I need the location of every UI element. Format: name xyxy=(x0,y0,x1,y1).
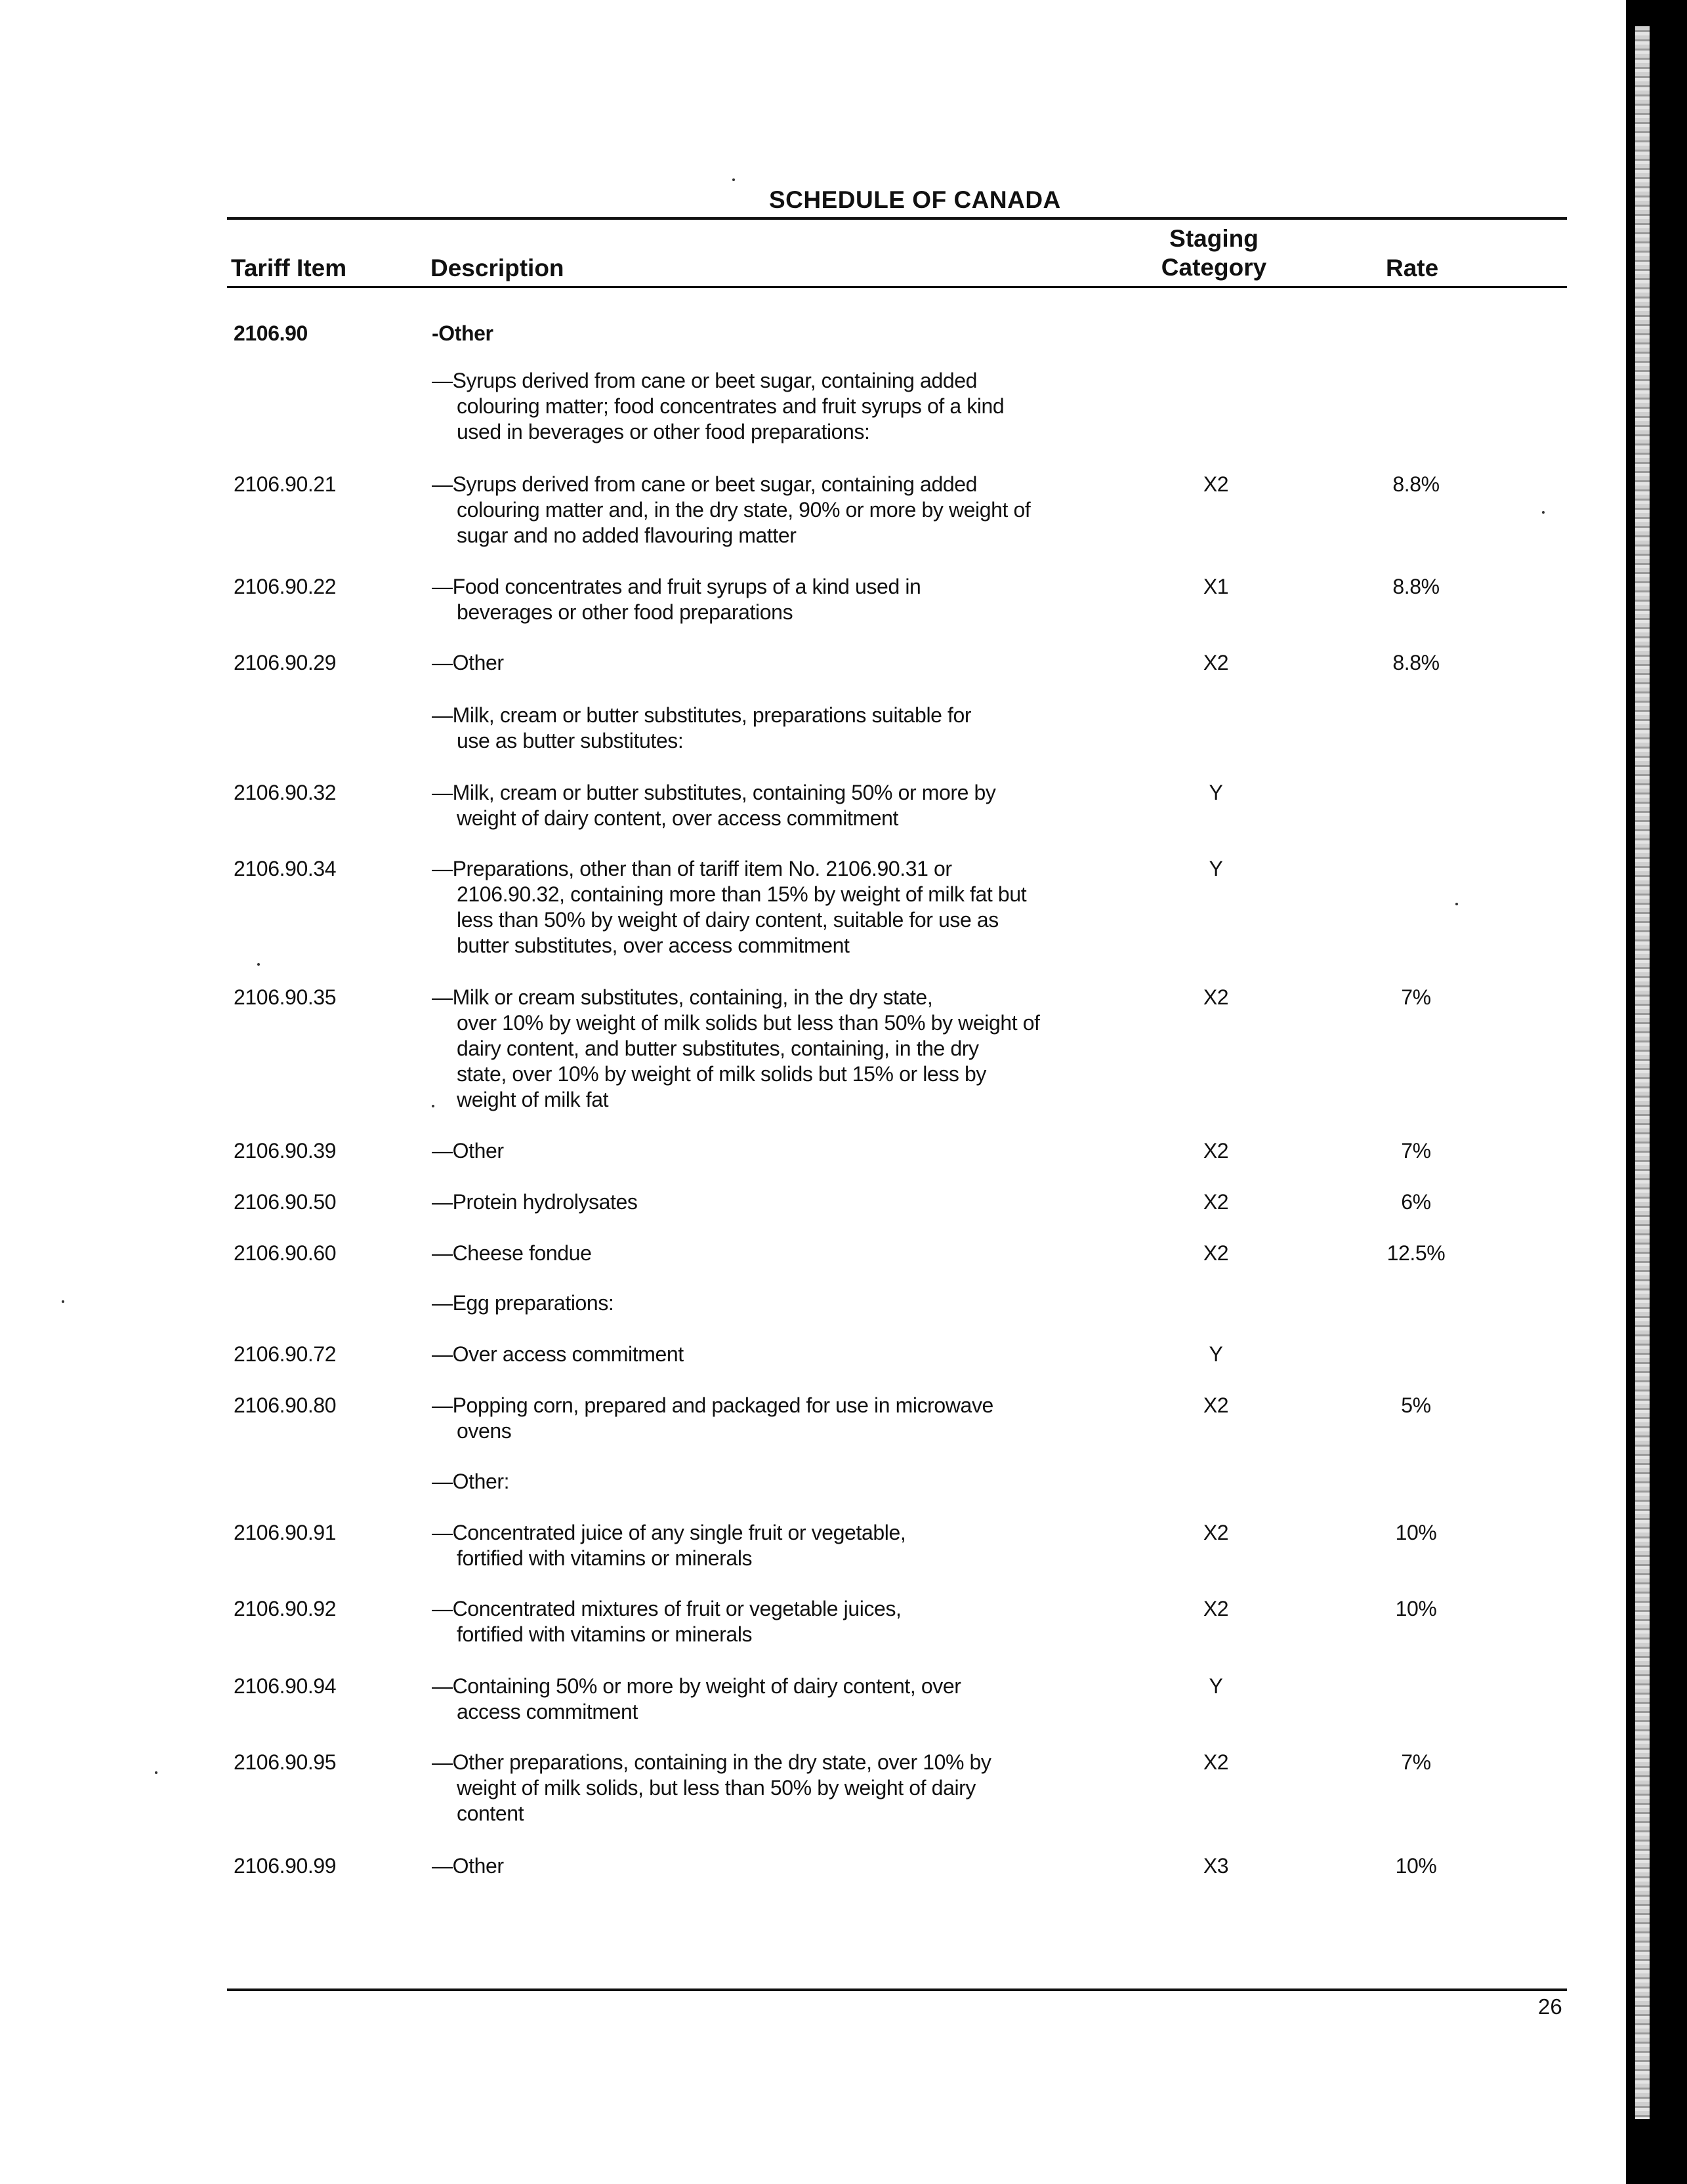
description-line: —Other xyxy=(432,1139,504,1163)
staging-category-cell: Y xyxy=(1209,1674,1223,1698)
scan-speck xyxy=(1542,511,1545,514)
description-cell xyxy=(432,780,1062,831)
tariff-item-code: 2106.90.80 xyxy=(234,1393,337,1417)
staging-category-cell: X3 xyxy=(1203,1854,1229,1878)
staging-category-cell: X2 xyxy=(1203,1750,1229,1774)
tariff-item-code: 2106.90.60 xyxy=(234,1241,337,1265)
description-line: colouring matter and, in the dry state, 90% or more by weight of xyxy=(457,498,1031,522)
description-line: —Concentrated mixtures of fruit or vegetable juices, xyxy=(432,1597,902,1620)
description-cell xyxy=(432,574,1062,625)
description-line: sugar and no added flavouring matter xyxy=(457,524,797,547)
staging-category-cell: X1 xyxy=(1203,575,1229,598)
description-line: use as butter substitutes: xyxy=(457,729,684,752)
rate-cell: 5% xyxy=(1401,1393,1431,1417)
tariff-item-code: 2106.90 xyxy=(234,321,308,345)
description-line: butter substitutes, over access commitment xyxy=(457,934,850,957)
staging-category-cell: X2 xyxy=(1203,1139,1229,1163)
description-cell xyxy=(432,368,1062,445)
description-cell xyxy=(432,1241,1062,1266)
description-cell xyxy=(432,1750,1062,1826)
tariff-item-code: 2106.90.21 xyxy=(234,472,337,496)
description-line: —Syrups derived from cane or beet sugar, containing added xyxy=(432,472,978,496)
description-cell xyxy=(432,1342,1062,1367)
scan-speck xyxy=(257,963,260,966)
staging-category-cell: Y xyxy=(1209,857,1223,880)
description-line: colouring matter; food concentrates and fruit syrups of a kind xyxy=(457,394,1005,418)
staging-category-cell: Y xyxy=(1209,1342,1223,1366)
description-line: —Other: xyxy=(432,1470,510,1493)
staging-category-cell: X2 xyxy=(1203,1393,1229,1417)
description-line: dairy content, and butter substitutes, containing, in the dry xyxy=(457,1037,979,1060)
page-number: 26 xyxy=(1538,1994,1562,2019)
description-cell xyxy=(432,472,1062,548)
document-title: SCHEDULE OF CANADA xyxy=(769,186,1061,213)
description-line: state, over 10% by weight of milk solids but 15% or less by xyxy=(457,1062,987,1086)
description-line: beverages or other food preparations xyxy=(457,600,793,624)
description-cell xyxy=(432,856,1062,958)
description-line: —Cheese fondue xyxy=(432,1241,592,1265)
scan-speck xyxy=(432,1105,434,1107)
description-cell xyxy=(432,1393,1062,1444)
description-line: fortified with vitamins or minerals xyxy=(457,1622,753,1646)
tariff-item-code: 2106.90.22 xyxy=(234,575,337,598)
tariff-item-code: 2106.90.34 xyxy=(234,857,337,880)
header-rule xyxy=(227,286,1567,288)
tariff-item-code: 2106.90.92 xyxy=(234,1597,337,1620)
description-cell xyxy=(432,1853,1062,1879)
rate-cell: 7% xyxy=(1401,1139,1431,1163)
bottom-rule xyxy=(227,1988,1567,1991)
tariff-item-code: 2106.90.29 xyxy=(234,651,337,674)
rate-cell: 8.8% xyxy=(1392,472,1440,496)
description-cell xyxy=(432,1674,1062,1725)
staging-category-cell: X2 xyxy=(1203,1190,1229,1214)
scan-edge-binding xyxy=(1635,26,1650,2119)
rate-cell: 10% xyxy=(1395,1854,1437,1878)
description-line: —Concentrated juice of any single fruit or vegetable, xyxy=(432,1521,906,1544)
description-line: —Other xyxy=(432,651,504,674)
top-rule xyxy=(227,217,1567,220)
description-line: —Milk or cream substitutes, containing, in the dry state, xyxy=(432,985,933,1009)
staging-category-cell: X2 xyxy=(1203,1521,1229,1544)
description-line: ovens xyxy=(457,1419,512,1443)
description-line: —Other xyxy=(432,1854,504,1878)
tariff-item-code: 2106.90.39 xyxy=(234,1139,337,1163)
staging-category-cell: X2 xyxy=(1203,1241,1229,1265)
description-cell xyxy=(432,1596,1062,1647)
description-line: —Containing 50% or more by weight of dairy content, over xyxy=(432,1674,961,1698)
scan-speck xyxy=(155,1771,157,1774)
description-line: weight of dairy content, over access commitment xyxy=(457,806,899,830)
description-cell xyxy=(432,1290,1062,1316)
description-cell xyxy=(432,703,1062,754)
tariff-item-code: 2106.90.99 xyxy=(234,1854,337,1878)
scan-speck xyxy=(732,178,735,181)
description-line: fortified with vitamins or minerals xyxy=(457,1546,753,1570)
description-line: —Milk, cream or butter substitutes, preparations suitable for xyxy=(432,703,972,727)
tariff-item-code: 2106.90.72 xyxy=(234,1342,337,1366)
column-header-staging-category xyxy=(1155,224,1273,282)
description-line: —Other preparations, containing in the dry state, over 10% by xyxy=(432,1750,991,1774)
description-line: —Milk, cream or butter substitutes, containing 50% or more by xyxy=(432,781,996,804)
tariff-item-code: 2106.90.94 xyxy=(234,1674,337,1698)
staging-category-cell: X2 xyxy=(1203,651,1229,674)
description-line: —Popping corn, prepared and packaged for use in microwave xyxy=(432,1393,993,1417)
rate-cell: 10% xyxy=(1395,1597,1437,1620)
staging-header-line-2: Category xyxy=(1161,254,1267,281)
tariff-item-code: 2106.90.32 xyxy=(234,781,337,804)
staging-header-line-1: Staging xyxy=(1169,225,1259,252)
column-header-description: Description xyxy=(430,255,564,281)
staging-category-cell: X2 xyxy=(1203,1597,1229,1620)
description-cell xyxy=(432,1520,1062,1571)
column-header-tariff-item: Tariff Item xyxy=(231,255,347,281)
description-cell xyxy=(432,1189,1062,1215)
rate-cell: 8.8% xyxy=(1392,575,1440,598)
description-line: —Food concentrates and fruit syrups of a kind used in xyxy=(432,575,921,598)
scan-speck xyxy=(1455,903,1458,905)
description-line: —Preparations, other than of tariff item No. 2106.90.31 or xyxy=(432,857,952,880)
description-line: over 10% by weight of milk solids but less than 50% by weight of xyxy=(457,1011,1040,1035)
description-line: access commitment xyxy=(457,1700,638,1723)
description-cell xyxy=(432,1138,1062,1164)
rate-cell: 10% xyxy=(1395,1521,1437,1544)
description-line: —Syrups derived from cane or beet sugar, containing added xyxy=(432,369,978,392)
rate-cell: 12.5% xyxy=(1386,1241,1446,1265)
description-line: used in beverages or other food preparations: xyxy=(457,420,870,443)
description-line: —Protein hydrolysates xyxy=(432,1190,638,1214)
tariff-item-code: 2106.90.91 xyxy=(234,1521,337,1544)
description-line: weight of milk solids, but less than 50% by weight of dairy xyxy=(457,1776,976,1800)
staging-category-cell: X2 xyxy=(1203,985,1229,1009)
staging-category-cell: Y xyxy=(1209,781,1223,804)
description-line: -Other xyxy=(432,321,493,345)
rate-cell: 6% xyxy=(1401,1190,1431,1214)
description-line: less than 50% by weight of dairy content, suitable for use as xyxy=(457,908,999,932)
rate-cell: 7% xyxy=(1401,1750,1431,1774)
rate-cell: 7% xyxy=(1401,985,1431,1009)
description-cell xyxy=(432,1469,1062,1494)
tariff-item-code: 2106.90.50 xyxy=(234,1190,337,1214)
description-cell xyxy=(432,985,1062,1113)
description-cell xyxy=(432,321,1062,346)
description-cell xyxy=(432,650,1062,676)
description-line: —Egg preparations: xyxy=(432,1291,614,1315)
description-line: content xyxy=(457,1802,524,1825)
tariff-item-code: 2106.90.95 xyxy=(234,1750,337,1774)
description-line: weight of milk fat xyxy=(457,1088,609,1111)
description-line: —Over access commitment xyxy=(432,1342,684,1366)
description-line: 2106.90.32, containing more than 15% by weight of milk fat but xyxy=(457,882,1027,906)
rate-cell: 8.8% xyxy=(1392,651,1440,674)
scan-speck xyxy=(62,1300,64,1303)
staging-category-cell: X2 xyxy=(1203,472,1229,496)
column-header-rate: Rate xyxy=(1386,255,1439,281)
tariff-item-code: 2106.90.35 xyxy=(234,985,337,1009)
